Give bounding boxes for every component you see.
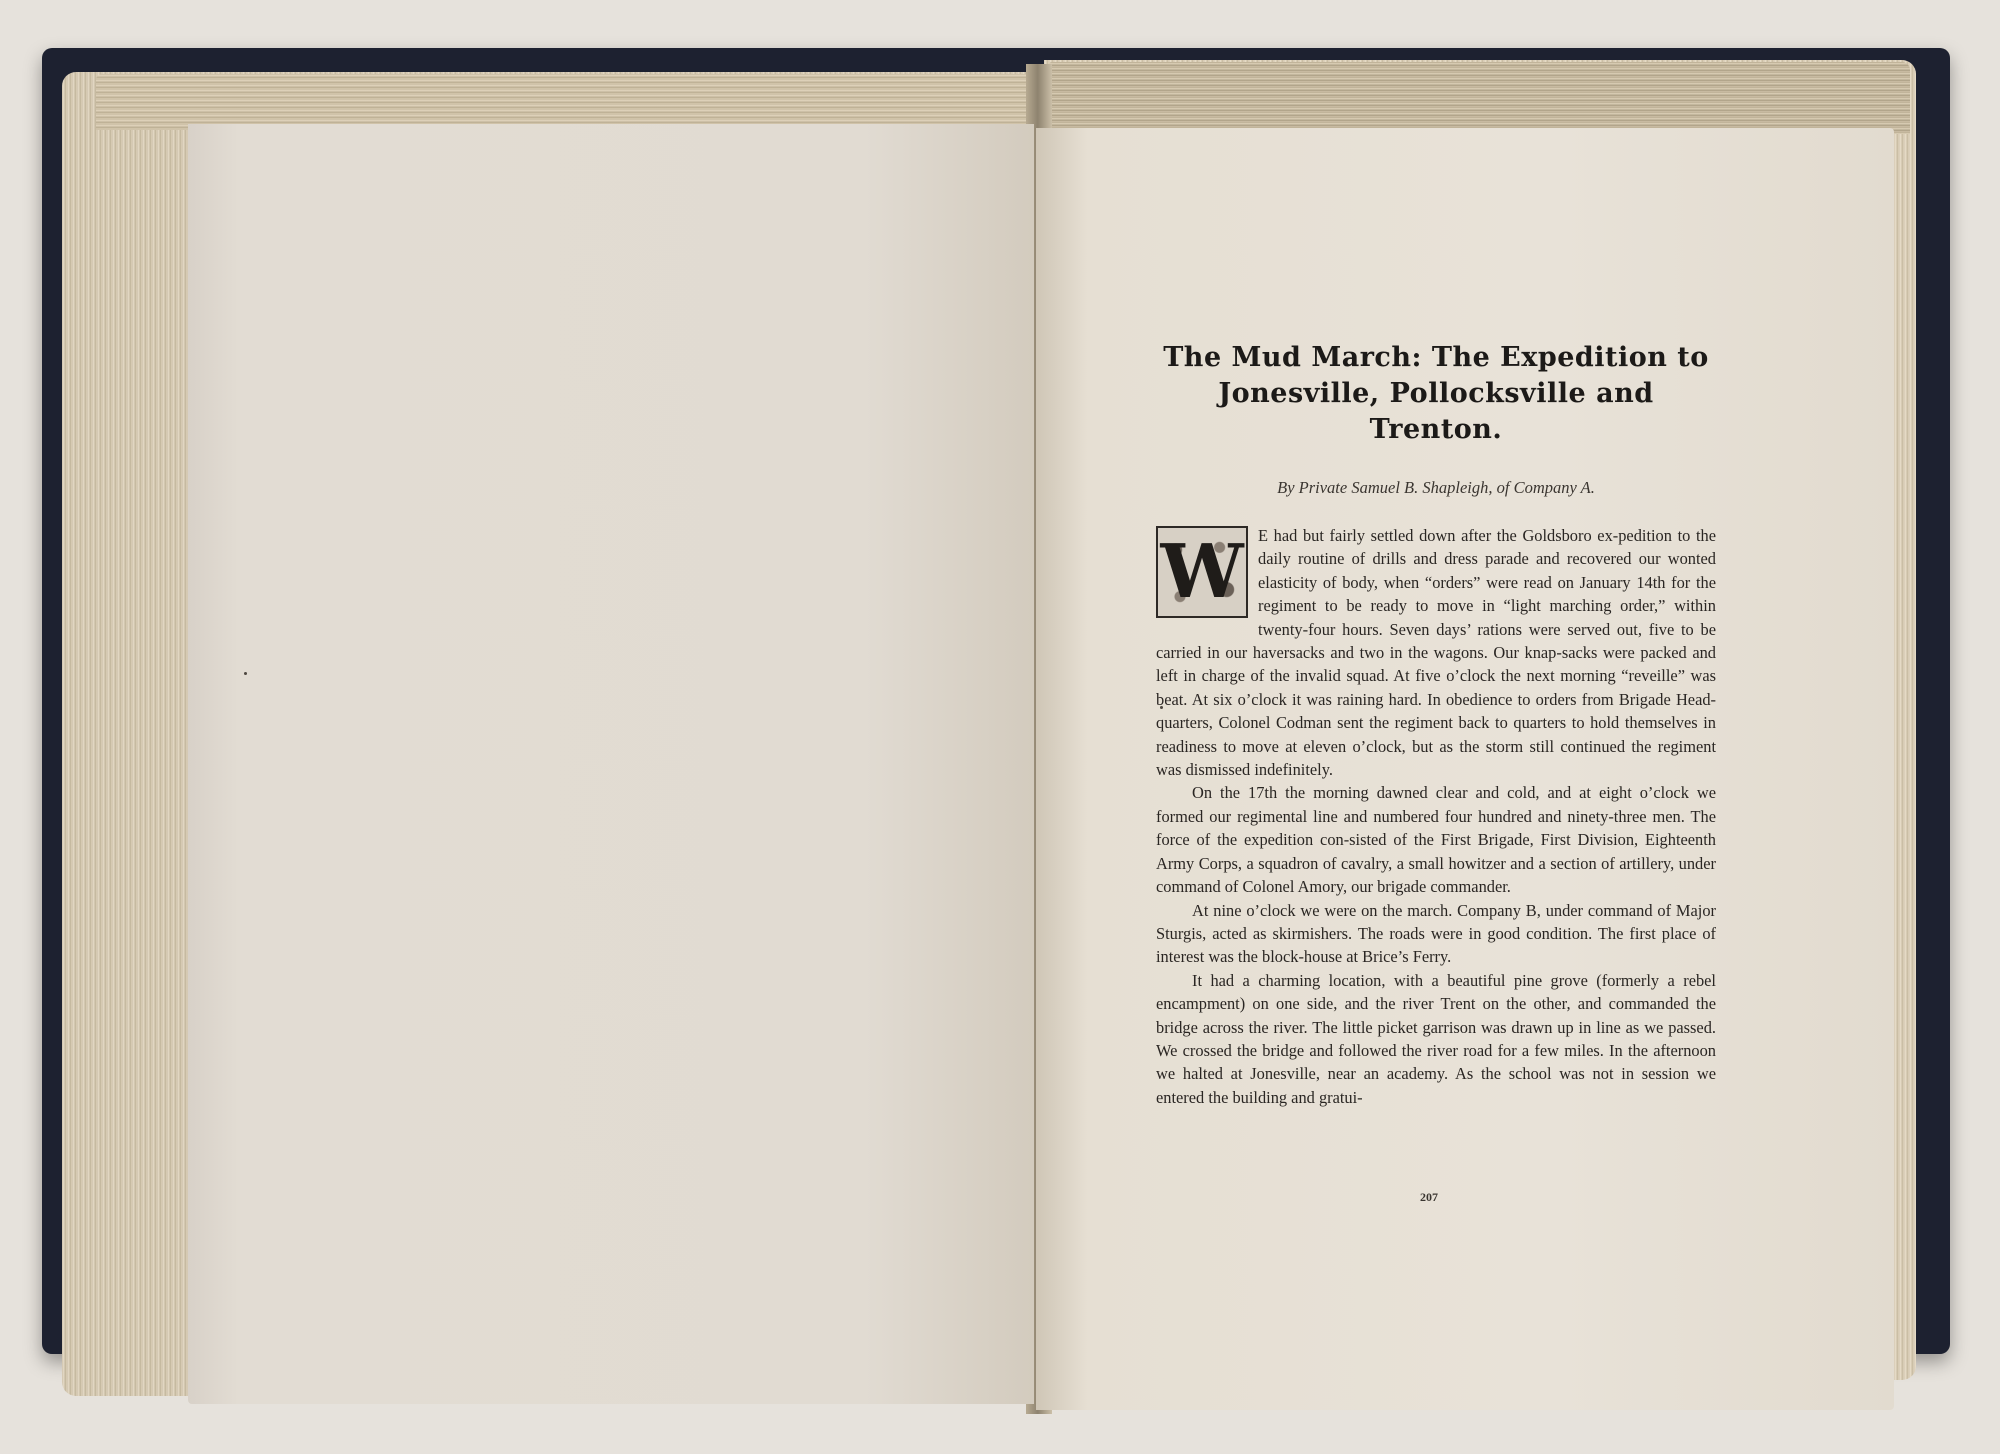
page-speck xyxy=(244,672,247,675)
paragraph-2: On the 17th the morning dawned clear and cold, and at eight o’clock we formed our regimental line and numbered four hundred and ninety-three men. The force of the expedition con-sisted of the First Brigade, First Division, Eighteenth Army Corps, a squadron of cavalry, a small howitzer and a section of artillery, under command of Colonel Amory, our brigade commander. xyxy=(1156,783,1716,897)
paragraph-text: E had but fairly settled down after the Goldsboro ex-pedition to the daily routine of drills and dress parade and recovered our wonted elasticity of body, when “orders” were read on January 14th for the regiment to be ready to move in “light marching order,” within twenty-four hours. Seven days’ rations were served out, five to be carried in our haversacks and two in the wagons. Our knap-sacks were packed and left in charge of the invalid squad. At five o’clock the next morning “reveille” was beat. At six o’clock it was raining hard. In obedience to orders from Brigade Head-quarters, Colonel Codman sent the regiment back to quarters to hold themselves in readiness to move at eleven o’clock, but as the storm still continued the regiment was dismissed indefinitely. xyxy=(1156,526,1716,780)
article-title-line-1: The Mud March: The Expedition to xyxy=(1163,342,1709,373)
article-title-line-2: Jonesville, Pollocksville and Trenton. xyxy=(1218,378,1654,445)
paragraph-3: At nine o’clock we were on the march. Company B, under command of Major Sturgis, acted as skirmishers. The roads were in good condition. The first place of interest was the block-house at Brice’s Ferry. xyxy=(1156,900,1716,967)
paragraph-4: It had a charming location, with a beautiful pine grove (formerly a rebel encampment) on one side, and the river Trent on the other, and commanded the bridge across the river. The little picket garrison was drawn up in line as we passed. We crossed the bridge and followed the river road for a few miles. In the afternoon we halted at Jonesville, near an academy. As the school was not in session we entered the building and gratui- xyxy=(1156,970,1716,1107)
left-page-blank xyxy=(188,124,1034,1404)
left-page-top-edges xyxy=(96,74,1036,130)
article-title xyxy=(1156,340,1716,448)
right-page-top-edges xyxy=(1048,62,1910,134)
article-byline: By Private Samuel B. Shapleigh, of Company A. xyxy=(1277,478,1595,497)
dropcap-letter: W xyxy=(1160,529,1244,615)
decorative-initial-w xyxy=(1156,526,1248,618)
page-number: 207 xyxy=(1420,1190,1438,1204)
article xyxy=(1156,340,1716,1109)
article-body xyxy=(1156,524,1716,1109)
paragraph-1 xyxy=(1156,524,1716,781)
